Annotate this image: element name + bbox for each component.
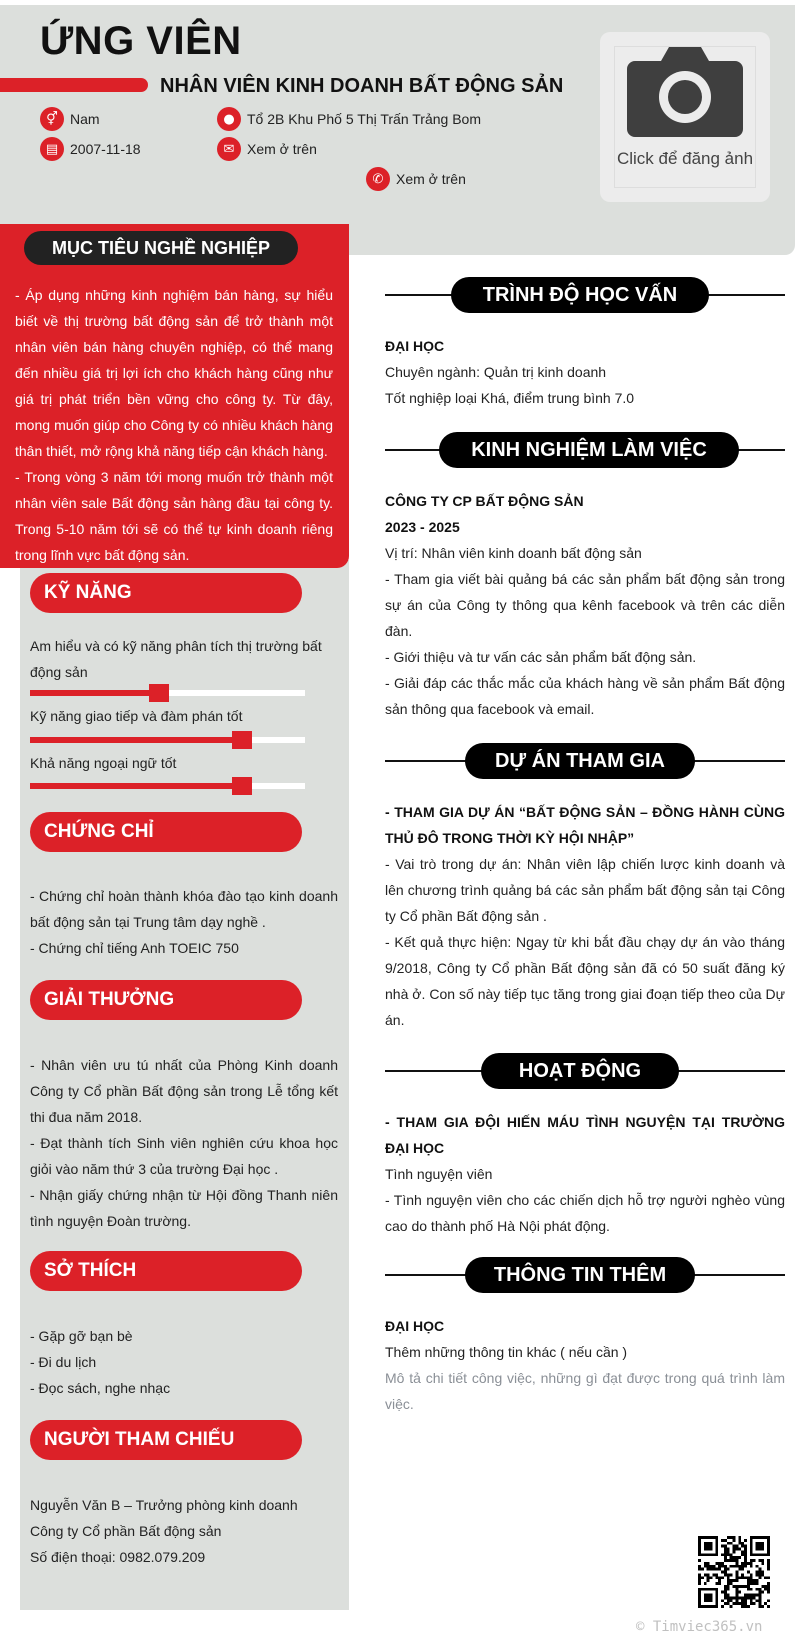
more-info-line: Thêm những thông tin khác ( nếu cần )	[385, 1344, 628, 1360]
birthday-icon: ▤	[40, 137, 64, 161]
education-school: ĐẠI HỌC	[385, 338, 445, 354]
activities-text	[385, 1109, 785, 1239]
hobbies-text	[30, 1323, 338, 1401]
gender-row	[40, 107, 100, 131]
experience-item: - Tham gia viết bài quảng bá các sản phẩm bất động sản trong sự án của Công ty thông qua kênh facebook và trên các diễn đàn.	[385, 571, 785, 639]
project-name: - THAM GIA DỰ ÁN “BẤT ĐỘNG SẢN – ĐỒNG HÀNH CÙNG THỦ ĐÔ TRONG THỜI KỲ HỘI NHẬP”	[385, 804, 785, 846]
reference-line: Công ty Cổ phần Bất động sản	[30, 1523, 222, 1539]
more-info-text	[385, 1313, 785, 1417]
skill-bar-fill	[30, 783, 242, 789]
more-info-heading-text: ĐẠI HỌC	[385, 1318, 445, 1334]
location-icon: ●	[217, 107, 241, 131]
reference-line: Nguyễn Văn B – Trưởng phòng kinh doanh	[30, 1497, 298, 1513]
certificate-item: - Chứng chỉ tiếng Anh TOEIC 750	[30, 940, 239, 956]
awards-title: GIẢI THƯỞNG	[30, 980, 302, 1020]
phone-value: Xem ở trên	[396, 171, 466, 187]
projects-title: DỰ ÁN THAM GIA	[465, 743, 695, 779]
header	[0, 5, 795, 255]
qr-code-icon	[698, 1536, 770, 1608]
activities-heading	[385, 1053, 785, 1089]
hobby-item: - Đọc sách, nghe nhạc	[30, 1380, 171, 1396]
accent-bar	[0, 78, 148, 92]
footer-credit: © Timviec365.vn	[636, 1619, 763, 1635]
photo-upload[interactable]	[600, 32, 770, 202]
skill-label: Am hiểu và có kỹ năng phân tích thị trường bất động sản	[30, 638, 322, 680]
career-objective	[0, 224, 349, 568]
award-item: - Đạt thành tích Sinh viên nghiên cứu khoa học giỏi vào năm thứ 3 của trường Đại học .	[30, 1135, 338, 1177]
address-row	[217, 107, 481, 131]
hobby-item: - Gặp gỡ bạn bè	[30, 1328, 133, 1344]
project-item: - Vai trò trong dự án: Nhân viên lập chiến lược kinh doanh và lên chương trình quảng bá các sản phẩm bất động sản tại Công ty Cổ phần Bất động sản .	[385, 856, 785, 924]
award-item: - Nhân viên ưu tú nhất của Phòng Kinh doanh Công ty Cổ phần Bất động sản trong Lễ tổng kết thi đua năm 2018.	[30, 1057, 338, 1125]
objective-title: MỤC TIÊU NGHỀ NGHIỆP	[24, 231, 298, 265]
skill-bar-knob	[232, 777, 252, 795]
award-item: - Nhận giấy chứng nhận từ Hội đồng Thanh niên tình nguyện Đoàn trường.	[30, 1187, 338, 1229]
skill-bar-knob	[232, 731, 252, 749]
experience-position: Vị trí: Nhân viên kinh doanh bất động sản	[385, 545, 642, 561]
education-major: Chuyên ngành: Quản trị kinh doanh	[385, 364, 607, 380]
experience-item: - Giới thiệu và tư vấn các sản phẩm bất động sản.	[385, 649, 697, 665]
hobby-item: - Đi du lịch	[30, 1354, 97, 1370]
skill-bar-fill	[30, 737, 242, 743]
skill-bar	[30, 737, 305, 743]
hobbies-title: SỞ THÍCH	[30, 1251, 302, 1291]
phone-icon: ✆	[366, 167, 390, 191]
experience-period: 2023 - 2025	[385, 519, 460, 535]
address-value: Tổ 2B Khu Phố 5 Thị Trấn Trảng Bom	[247, 111, 481, 127]
reference-line: Số điện thoại: 0982.079.209	[30, 1549, 206, 1565]
education-grade: Tốt nghiệp loại Khá, điểm trung bình 7.0	[385, 390, 635, 406]
objective-line: - Áp dụng những kinh nghiệm bán hàng, sự hiểu biết về thị trường bất động sản để trở thành một nhân viên bán hàng chuyên nghiệp, có thể mang đến nhiều giá trị lợi ích cho khách hàng cũng như giá trị phát triển bền vững cho công ty. Từ đây, mong muốn giúp cho Công ty có nhiều khách hàng thân thiết, mở rộng khả năng tiếp cận khách hàng.	[15, 287, 333, 459]
awards-text	[30, 1052, 338, 1234]
gender-icon: ⚥	[40, 107, 64, 131]
education-heading	[385, 277, 785, 313]
project-item: - Kết quả thực hiện: Ngay từ khi bắt đầu chạy dự án vào tháng 9/2018, Công ty Cổ phần Bất động sản đã có 50 suất đăng ký nhà ở. Con số này tiếp tục tăng trong giai đoạn tiếp theo của Dự án.	[385, 934, 785, 1028]
birthday-value: 2007-11-18	[70, 141, 141, 157]
camera-icon	[627, 39, 743, 139]
skill-bar	[30, 690, 305, 696]
projects-heading	[385, 743, 785, 779]
activity-role: Tình nguyện viên	[385, 1166, 493, 1182]
more-info-heading	[385, 1257, 785, 1293]
email-row	[217, 137, 317, 161]
references-title: NGƯỜI THAM CHIẾU	[30, 1420, 302, 1460]
skill-bar-knob	[149, 684, 169, 702]
activity-item: - Tình nguyện viên cho các chiến dịch hỗ trợ người nghèo vùng cao do thành phố Hà Nội phát động.	[385, 1192, 785, 1234]
mail-icon: ✉	[217, 137, 241, 161]
skills-title: KỸ NĂNG	[30, 573, 302, 613]
skill-label: Khả năng ngoại ngữ tốt	[30, 755, 177, 771]
experience-title: KINH NGHIỆM LÀM VIỆC	[439, 432, 739, 468]
experience-company: CÔNG TY CP BẤT ĐỘNG SẢN	[385, 493, 584, 509]
activities-title: HOẠT ĐỘNG	[481, 1053, 679, 1089]
activity-name: - THAM GIA ĐỘI HIẾN MÁU TÌNH NGUYỆN TẠI TRƯỜNG ĐẠI HỌC	[385, 1114, 785, 1156]
projects-text	[385, 799, 785, 1033]
gender-value: Nam	[70, 111, 100, 127]
more-info-title: THÔNG TIN THÊM	[465, 1257, 695, 1293]
job-title: NHÂN VIÊN KINH DOANH BẤT ĐỘNG SẢN	[160, 75, 564, 97]
education-text	[385, 333, 785, 411]
candidate-name: ỨNG VIÊN	[40, 19, 242, 63]
certificate-item: - Chứng chỉ hoàn thành khóa đào tạo kinh doanh bất động sản tại Trung tâm dạy nghề .	[30, 888, 338, 930]
certificates-text	[30, 883, 338, 961]
photo-label[interactable]: Click để đăng ảnh	[616, 149, 754, 168]
certificates-title: CHỨNG CHỈ	[30, 812, 302, 852]
skill-bar	[30, 783, 305, 789]
education-title: TRÌNH ĐỘ HỌC VẤN	[451, 277, 709, 313]
experience-text	[385, 488, 785, 722]
experience-heading	[385, 432, 785, 468]
more-info-placeholder[interactable]: Mô tả chi tiết công việc, những gì đạt được trong quá trình làm việc.	[385, 1370, 785, 1412]
references-text	[30, 1492, 338, 1570]
objective-line: - Trong vòng 3 năm tới mong muốn trở thành một nhân viên sale Bất động sản hàng đầu tại công ty. Trong 5-10 năm tới sẽ có thể tự kinh doanh riêng trong lĩnh vực bất động sản.	[15, 469, 333, 563]
skill-bar-fill	[30, 690, 159, 696]
phone-row	[366, 167, 466, 191]
objective-text	[15, 282, 333, 568]
email-value: Xem ở trên	[247, 141, 317, 157]
birthday-row	[40, 137, 141, 161]
experience-item: - Giải đáp các thắc mắc của khách hàng về sản phẩm Bất động sản thông qua facebook và email.	[385, 675, 785, 717]
skill-label: Kỹ năng giao tiếp và đàm phán tốt	[30, 708, 243, 724]
